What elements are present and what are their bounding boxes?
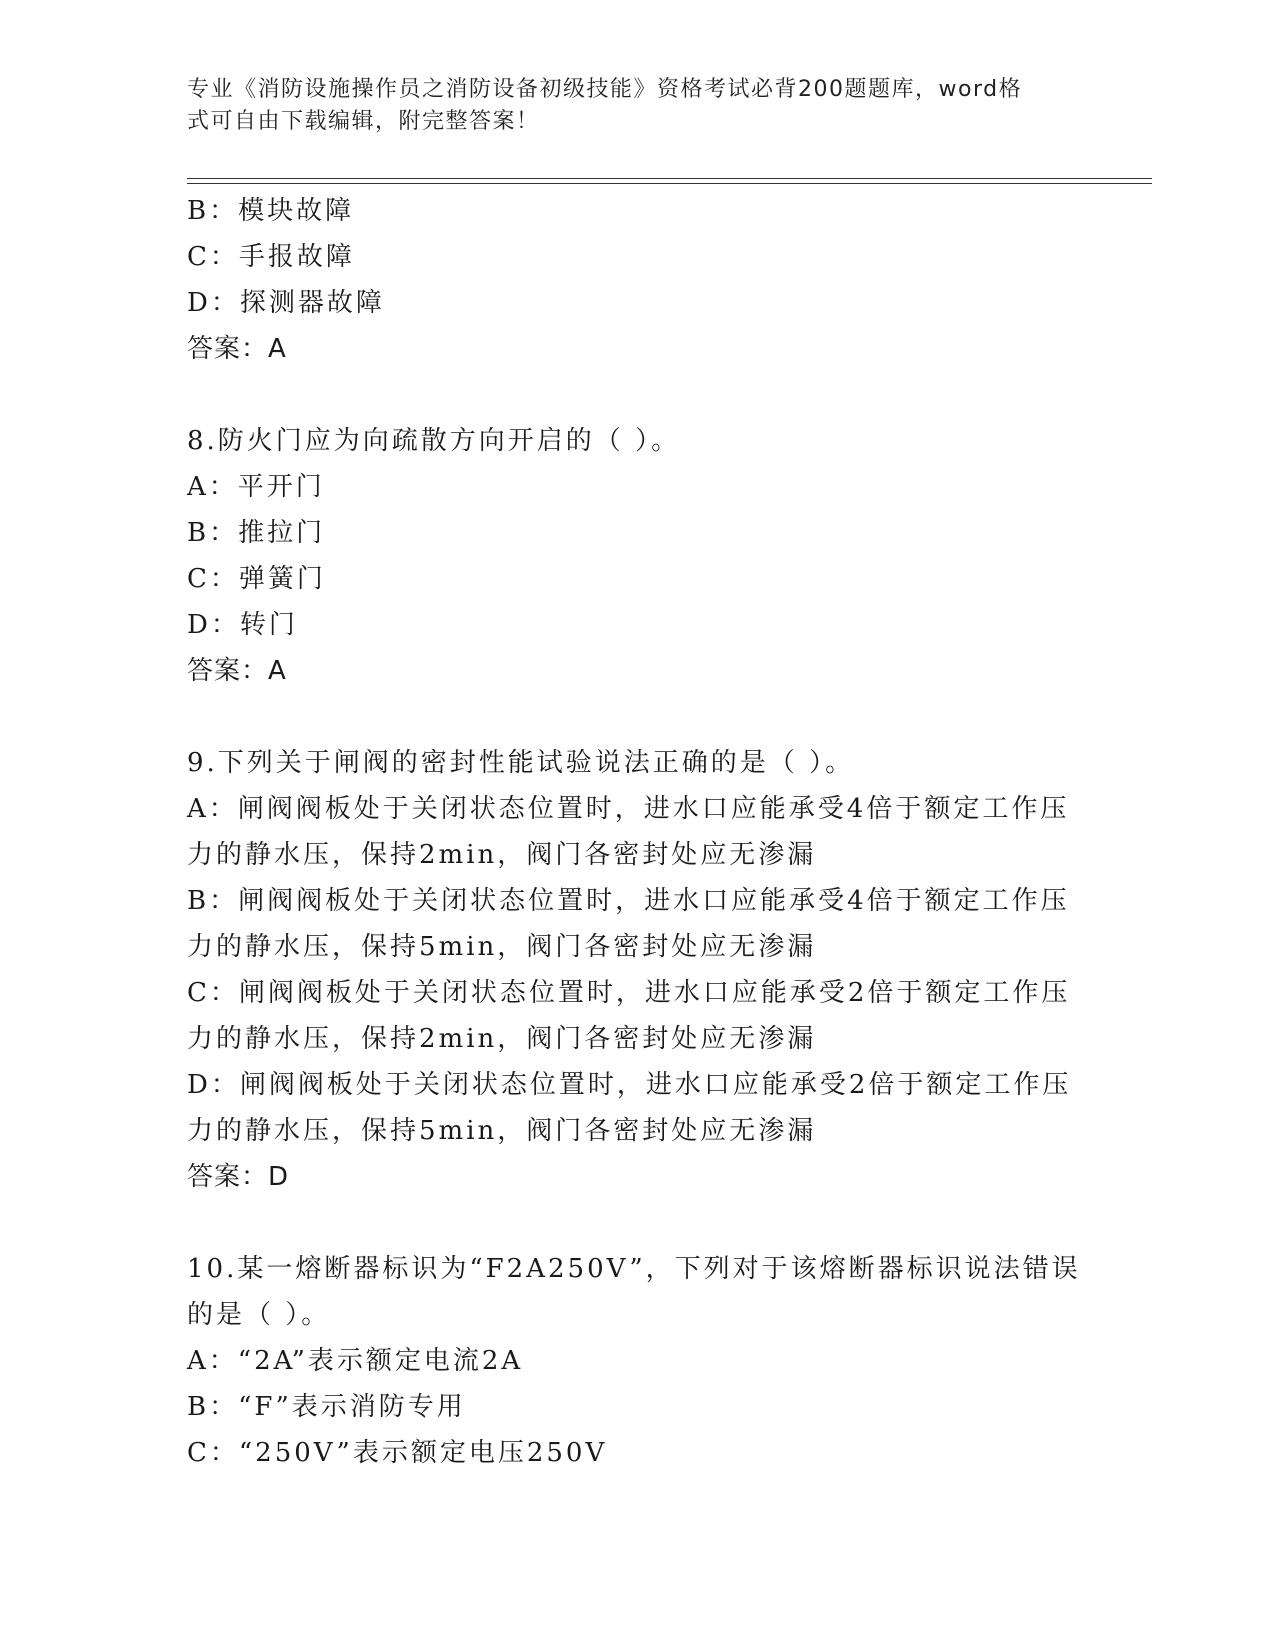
option-a: A：平开门: [187, 472, 325, 502]
question-stem-line-2: 的是（ ）。: [187, 1300, 331, 1330]
option-c: C：弹簧门: [187, 564, 326, 594]
answer-line: 答案：A: [187, 334, 287, 364]
answer-line: 答案：D: [187, 1162, 290, 1192]
answer-line: 答案：A: [187, 656, 287, 686]
option-d: D：转门: [187, 610, 298, 640]
question-stem: 8.防火门应为向疏散方向开启的（ ）。: [187, 426, 681, 456]
option-c: C：手报故障: [187, 242, 355, 272]
option-d: D：探测器故障: [187, 288, 385, 318]
option-c-line-1: C：闸阀阀板处于关闭状态位置时，进水口应能承受2倍于额定工作压: [187, 978, 1071, 1008]
question-stem-line-1: 10.某一熔断器标识为“F2A250V”，下列对于该熔断器标识说法错误: [187, 1254, 1081, 1284]
spacer: [187, 372, 1087, 418]
spacer: [187, 1200, 1087, 1246]
header-title-line-2: 式可自由下载编辑，附完整答案！: [187, 109, 540, 134]
header-divider-bottom: [187, 183, 1152, 184]
option-c-line-2: 力的静水压，保持2min，阀门各密封处应无渗漏: [187, 1024, 817, 1054]
option-a-line-2: 力的静水压，保持2min，阀门各密封处应无渗漏: [187, 840, 817, 870]
question-8: [187, 418, 1087, 694]
question-stem: 9.下列关于闸阀的密封性能试验说法正确的是（ ）。: [187, 748, 855, 778]
question-7-tail: [187, 188, 1087, 372]
option-b: B：模块故障: [187, 196, 355, 226]
question-9: [187, 740, 1087, 1200]
question-10: [187, 1246, 1087, 1476]
option-d-line-2: 力的静水压，保持5min，阀门各密封处应无渗漏: [187, 1116, 817, 1146]
option-b-line-1: B：闸阀阀板处于关闭状态位置时，进水口应能承受4倍于额定工作压: [187, 886, 1070, 916]
header-title-line-1: 专业《消防设施操作员之消防设备初级技能》资格考试必背200题题库，word格: [187, 77, 1023, 102]
option-b-line-2: 力的静水压，保持5min，阀门各密封处应无渗漏: [187, 932, 817, 962]
option-b: B：“F”表示消防专用: [187, 1392, 466, 1422]
option-a: A：“2A”表示额定电流2A: [187, 1346, 524, 1376]
option-c: C：“250V”表示额定电压250V: [187, 1438, 608, 1468]
option-a-line-1: A：闸阀阀板处于关闭状态位置时，进水口应能承受4倍于额定工作压: [187, 794, 1070, 824]
document-header: [187, 74, 1067, 138]
question-list: [187, 188, 1087, 1476]
option-b: B：推拉门: [187, 518, 326, 548]
header-divider-top: [187, 178, 1152, 179]
option-d-line-1: D：闸阀阀板处于关闭状态位置时，进水口应能承受2倍于额定工作压: [187, 1070, 1072, 1100]
spacer: [187, 694, 1087, 740]
